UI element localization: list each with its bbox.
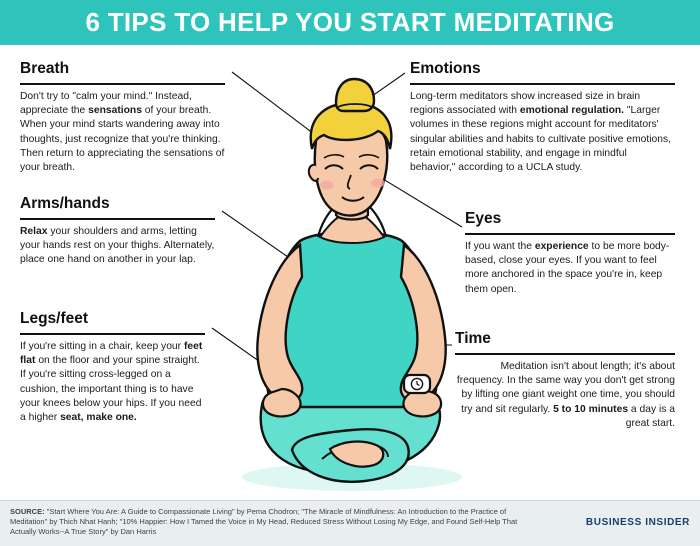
footer-bar	[0, 500, 700, 546]
callout-breath	[20, 60, 225, 175]
callout-eyes-title: Eyes	[465, 210, 502, 227]
callout-arms-hands	[20, 195, 215, 268]
callout-arms-hands-title: Arms/hands	[20, 195, 110, 212]
divider	[20, 218, 215, 220]
callout-legs-feet-title: Legs/feet	[20, 310, 89, 327]
callout-time-text: Meditation isn't about length; it's about frequency. In the same way you don't get strong by lifting one giant weight one time, you should try and sit regularly. 5 to 10 minutes a day is a great start.	[456, 361, 675, 429]
cheek-blush-right	[371, 179, 385, 188]
divider	[20, 333, 205, 335]
business-insider-logo: BUSINESS INSIDER	[585, 517, 690, 528]
source-text: "Start Where You Are: A Guide to Compassionate Living" by Pema Chodron; "The Miracle of Mindfulness: An Introduction to the Practice of Meditation" by Thich Nhat Hanh; "10% Happier: How I Tamed the Voice in My Head, Reduced Stress Without Losing My Edge, and Found Self-Help That Actually Works--A True Story" by Dan Harris	[10, 507, 518, 537]
page-title: 6 TIPS TO HELP YOU START MEDITATING	[85, 7, 615, 37]
callout-breath-text: Don't try to "calm your mind." Instead, appreciate the sensations of your breath. When your mind starts wandering away into thoughts, just recognize that you're thinking. Then return to appreciating the sensations of your breath.	[20, 91, 225, 174]
callout-breath-title: Breath	[20, 60, 70, 77]
callout-emotions-text: Long-term meditators show increased size in brain regions associated with emotional regulation. "Larger volumes in these regions might account for meditators' singular abilities and habits to cultivate positive emotions, retain emotional stability, and engage in mindful behavior," according to a UCLA study.	[410, 91, 671, 174]
hand-left	[263, 389, 301, 416]
source-note	[10, 507, 530, 537]
divider	[20, 83, 225, 85]
callout-arms-hands-text: Relax your shoulders and arms, letting your hands rest on your thighs. Alternately, place one hand on another in your lap.	[20, 226, 215, 266]
callout-legs-feet-text: If you're sitting in a chair, keep your feet flat on the floor and your spine straight. If you're sitting cross-legged on a cushion, the important thing is to have your knees below your hips. If you need a higher seat, make one.	[20, 341, 203, 424]
callout-time-title: Time	[455, 330, 491, 347]
divider	[465, 233, 675, 235]
divider	[410, 83, 675, 85]
callout-legs-feet	[20, 310, 205, 425]
wristwatch	[404, 375, 430, 393]
illustration-canvas	[0, 45, 700, 500]
divider	[455, 353, 675, 355]
callout-time	[455, 330, 675, 431]
callout-eyes-text: If you want the experience to be more body-based, close your eyes. If you want to feel more anchored in the space you're in, keep them open.	[465, 241, 670, 295]
callout-emotions	[410, 60, 675, 175]
callout-emotions-title: Emotions	[410, 60, 481, 77]
header-bar	[0, 0, 700, 45]
source-label: SOURCE:	[10, 507, 45, 516]
callout-eyes	[465, 210, 675, 297]
cheek-blush-left	[320, 181, 334, 190]
